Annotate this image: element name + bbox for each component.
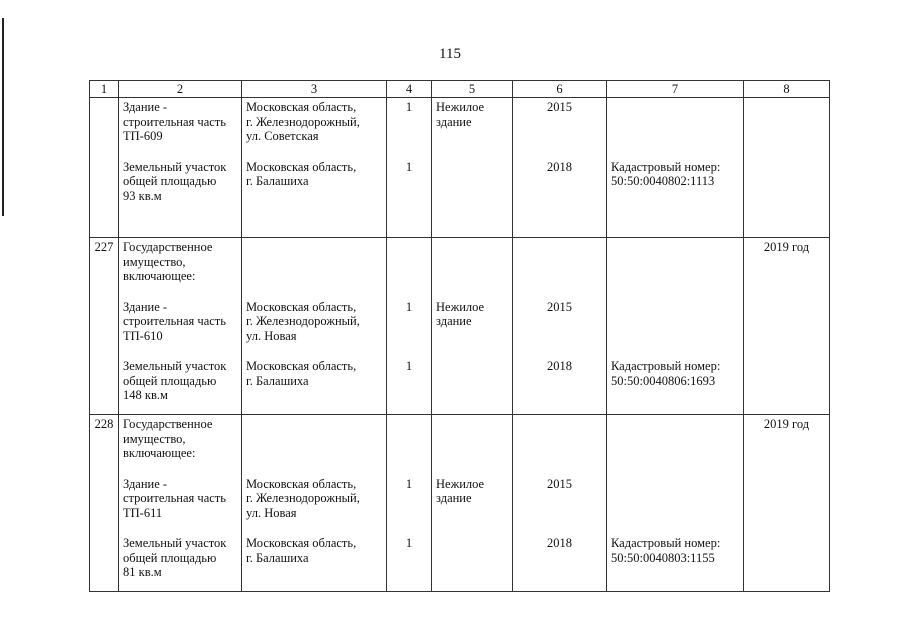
spacer bbox=[611, 520, 739, 536]
empty-line bbox=[436, 269, 508, 284]
object-name-line: общей площадью bbox=[123, 373, 217, 388]
address-line: Московская область, bbox=[246, 536, 357, 550]
empty-line bbox=[517, 506, 602, 521]
empty-line bbox=[436, 174, 508, 189]
empty-line bbox=[611, 100, 739, 115]
spacer bbox=[517, 284, 602, 300]
object-name-line: 93 кв.м bbox=[123, 188, 162, 203]
empty-line bbox=[517, 115, 602, 130]
cadastral-line: 50:50:0040802:1113 bbox=[611, 174, 715, 188]
object-name-line: общей площадью bbox=[123, 174, 217, 188]
quantity-value: 1 bbox=[405, 476, 413, 491]
address-line: Московская область, bbox=[246, 299, 357, 314]
address-cell bbox=[242, 238, 387, 415]
header-cell-2: 2 bbox=[119, 81, 242, 98]
empty-line bbox=[391, 491, 427, 506]
object-name-line: ТП-610 bbox=[123, 328, 163, 343]
year-cell bbox=[513, 415, 607, 592]
object-name-line: 81 кв.м bbox=[123, 565, 162, 579]
empty-line bbox=[391, 446, 427, 461]
object-name-cell bbox=[119, 415, 242, 592]
spacer bbox=[123, 520, 237, 536]
empty-line bbox=[246, 240, 382, 255]
object-name-line: Здание - bbox=[123, 100, 168, 114]
object-name-line: ТП-611 bbox=[123, 505, 163, 520]
address-line: ул. Советская bbox=[246, 129, 319, 143]
cadastral-line: Кадастровый номер: bbox=[611, 536, 721, 550]
empty-line bbox=[517, 329, 602, 344]
spacer bbox=[246, 144, 382, 160]
quantity-value: 1 bbox=[405, 100, 413, 114]
empty-line bbox=[246, 565, 382, 580]
address-line: Московская область, bbox=[246, 100, 357, 114]
empty-line bbox=[246, 446, 382, 461]
type-line: здание bbox=[436, 314, 472, 328]
table-body bbox=[90, 81, 830, 592]
row-number: 228 bbox=[94, 417, 114, 431]
year-value: 2015 bbox=[547, 100, 572, 114]
table-row bbox=[90, 415, 830, 592]
address-cell bbox=[242, 415, 387, 592]
spacer bbox=[611, 343, 739, 359]
empty-line bbox=[611, 240, 739, 255]
type-line: Нежилое bbox=[436, 299, 485, 314]
row-number-cell bbox=[90, 415, 119, 592]
address-line: г. Балашиха bbox=[246, 174, 309, 188]
address-line: ул. Новая bbox=[246, 328, 297, 343]
empty-line bbox=[517, 417, 602, 432]
empty-line bbox=[391, 174, 427, 189]
object-name-line: имущество, bbox=[123, 431, 186, 446]
spacer bbox=[517, 343, 602, 359]
empty-line bbox=[436, 565, 508, 580]
empty-line bbox=[436, 359, 508, 374]
quantity-value: 1 bbox=[405, 299, 413, 314]
spacer bbox=[517, 461, 602, 477]
spacer bbox=[611, 461, 739, 477]
row-number-cell bbox=[90, 238, 119, 415]
header-row bbox=[90, 81, 830, 98]
empty-line bbox=[517, 432, 602, 447]
empty-line bbox=[246, 432, 382, 447]
empty-line bbox=[611, 314, 739, 329]
address-line: г. Железнодорожный, bbox=[246, 114, 360, 129]
object-name-line: Земельный участок bbox=[123, 359, 227, 373]
type-line: Нежилое bbox=[436, 100, 485, 114]
spacer bbox=[246, 284, 382, 300]
address-line: г. Балашиха bbox=[246, 550, 309, 565]
row-number-cell bbox=[90, 98, 119, 238]
empty-line bbox=[391, 388, 427, 403]
empty-line bbox=[517, 388, 602, 403]
cadastral-line: Кадастровый номер: bbox=[611, 359, 721, 373]
empty-line bbox=[436, 329, 508, 344]
quantity-cell bbox=[387, 238, 432, 415]
object-name-line: Здание - bbox=[123, 476, 168, 491]
type-line: Нежилое bbox=[436, 476, 485, 491]
row-number: 227 bbox=[94, 240, 114, 254]
spacer bbox=[517, 144, 602, 160]
address-line: Московская область, bbox=[246, 359, 357, 373]
empty-line bbox=[517, 314, 602, 329]
year-value: 2018 bbox=[547, 359, 572, 373]
empty-line bbox=[611, 417, 739, 432]
spacer bbox=[436, 144, 508, 160]
empty-line bbox=[517, 374, 602, 389]
empty-line bbox=[611, 189, 739, 204]
empty-line bbox=[391, 565, 427, 580]
quantity-cell bbox=[387, 415, 432, 592]
spacer bbox=[436, 284, 508, 300]
empty-line bbox=[391, 374, 427, 389]
empty-line bbox=[517, 255, 602, 270]
year-value: 2018 bbox=[547, 536, 572, 550]
header-cell-5: 5 bbox=[432, 81, 513, 98]
address-line: Московская область, bbox=[246, 476, 357, 491]
term-year: 2019 год bbox=[763, 417, 810, 431]
spacer bbox=[391, 461, 427, 477]
empty-line bbox=[517, 129, 602, 144]
empty-line bbox=[391, 417, 427, 432]
object-name-line: Здание - bbox=[123, 299, 168, 314]
spacer bbox=[246, 461, 382, 477]
cadastral-line: 50:50:0040803:1155 bbox=[611, 550, 715, 565]
empty-line bbox=[611, 565, 739, 580]
address-line: Московская область, bbox=[246, 159, 357, 174]
address-line: г. Железнодорожный, bbox=[246, 314, 360, 328]
spacer bbox=[246, 520, 382, 536]
empty-line bbox=[436, 536, 508, 551]
spacer bbox=[123, 343, 237, 359]
empty-line bbox=[436, 432, 508, 447]
empty-line bbox=[391, 314, 427, 329]
spacer bbox=[436, 343, 508, 359]
empty-line bbox=[517, 240, 602, 255]
table-row bbox=[90, 238, 830, 415]
object-name-line: Земельный участок bbox=[123, 536, 227, 550]
empty-line bbox=[436, 388, 508, 403]
cadastral-line: Кадастровый номер: bbox=[611, 159, 721, 174]
note-cell bbox=[607, 98, 744, 238]
empty-line bbox=[517, 446, 602, 461]
term-cell bbox=[744, 415, 830, 592]
cadastral-line: 50:50:0040806:1693 bbox=[611, 373, 716, 388]
object-name-line: 148 кв.м bbox=[123, 388, 168, 402]
header-cell-6: 6 bbox=[513, 81, 607, 98]
spacer bbox=[123, 144, 237, 160]
empty-line bbox=[436, 506, 508, 521]
year-value: 2018 bbox=[547, 159, 572, 174]
table-row bbox=[90, 98, 830, 238]
term-year: 2019 год bbox=[763, 240, 810, 254]
empty-line bbox=[611, 432, 739, 447]
address-cell bbox=[242, 98, 387, 238]
spacer bbox=[123, 284, 237, 300]
empty-line bbox=[517, 551, 602, 566]
quantity-value: 1 bbox=[405, 536, 413, 550]
empty-line bbox=[391, 189, 427, 204]
empty-line bbox=[611, 329, 739, 344]
object-name-line: строительная часть bbox=[123, 314, 226, 328]
empty-line bbox=[391, 240, 427, 255]
empty-line bbox=[611, 300, 739, 315]
object-name-line: Государственное bbox=[123, 240, 213, 254]
empty-line bbox=[517, 174, 602, 189]
empty-line bbox=[436, 160, 508, 175]
empty-line bbox=[246, 189, 382, 204]
spacer bbox=[436, 461, 508, 477]
year-value: 2015 bbox=[547, 476, 572, 491]
note-cell bbox=[607, 238, 744, 415]
term-cell bbox=[744, 238, 830, 415]
note-cell bbox=[607, 415, 744, 592]
quantity-value: 1 bbox=[405, 159, 413, 174]
empty-line bbox=[436, 129, 508, 144]
empty-line bbox=[436, 374, 508, 389]
type-cell bbox=[432, 415, 513, 592]
empty-line bbox=[611, 446, 739, 461]
term-cell bbox=[744, 98, 830, 238]
empty-line bbox=[611, 115, 739, 130]
year-cell bbox=[513, 98, 607, 238]
empty-line bbox=[611, 491, 739, 506]
empty-line bbox=[436, 446, 508, 461]
object-name-line: Земельный участок bbox=[123, 159, 227, 174]
object-name-line: строительная часть bbox=[123, 491, 226, 505]
spacer bbox=[391, 520, 427, 536]
spacer bbox=[611, 144, 739, 160]
empty-line bbox=[246, 255, 382, 270]
quantity-value: 1 bbox=[405, 359, 413, 373]
empty-line bbox=[391, 255, 427, 270]
year-cell bbox=[513, 238, 607, 415]
address-line: г. Балашиха bbox=[246, 373, 309, 388]
empty-line bbox=[611, 269, 739, 284]
page-number: 115 bbox=[439, 46, 461, 62]
spacer bbox=[436, 520, 508, 536]
empty-line bbox=[611, 477, 739, 492]
object-name-line: включающее: bbox=[123, 446, 196, 460]
spacer bbox=[246, 343, 382, 359]
object-name-line: включающее: bbox=[123, 269, 196, 283]
empty-line bbox=[246, 269, 382, 284]
type-cell bbox=[432, 238, 513, 415]
address-line: г. Железнодорожный, bbox=[246, 491, 360, 505]
empty-line bbox=[436, 255, 508, 270]
property-table bbox=[89, 80, 830, 592]
empty-line bbox=[436, 551, 508, 566]
object-name-line: общей площадью bbox=[123, 550, 217, 565]
empty-line bbox=[436, 240, 508, 255]
spacer bbox=[517, 520, 602, 536]
type-cell bbox=[432, 98, 513, 238]
empty-line bbox=[391, 329, 427, 344]
empty-line bbox=[391, 506, 427, 521]
empty-line bbox=[246, 388, 382, 403]
empty-line bbox=[436, 189, 508, 204]
type-line: здание bbox=[436, 114, 472, 129]
header-cell-8: 8 bbox=[744, 81, 830, 98]
empty-line bbox=[517, 189, 602, 204]
object-name-cell bbox=[119, 238, 242, 415]
header-cell-7: 7 bbox=[607, 81, 744, 98]
object-name-cell bbox=[119, 98, 242, 238]
object-name-line: Государственное bbox=[123, 417, 213, 431]
empty-line bbox=[611, 129, 739, 144]
empty-line bbox=[391, 432, 427, 447]
empty-line bbox=[517, 491, 602, 506]
object-name-line: ТП-609 bbox=[123, 129, 163, 143]
empty-line bbox=[246, 417, 382, 432]
empty-line bbox=[391, 129, 427, 144]
spacer bbox=[123, 461, 237, 477]
empty-line bbox=[517, 269, 602, 284]
spacer bbox=[391, 343, 427, 359]
empty-line bbox=[611, 506, 739, 521]
type-line: здание bbox=[436, 491, 472, 505]
empty-line bbox=[391, 269, 427, 284]
empty-line bbox=[517, 565, 602, 580]
address-line: ул. Новая bbox=[246, 505, 297, 520]
quantity-cell bbox=[387, 98, 432, 238]
object-name-line: строительная часть bbox=[123, 114, 226, 129]
header-cell-4: 4 bbox=[387, 81, 432, 98]
empty-line bbox=[611, 388, 739, 403]
header-cell-1: 1 bbox=[90, 81, 119, 98]
spacer bbox=[391, 284, 427, 300]
spacer bbox=[611, 284, 739, 300]
empty-line bbox=[391, 115, 427, 130]
spacer bbox=[391, 144, 427, 160]
empty-line bbox=[436, 417, 508, 432]
object-name-line: имущество, bbox=[123, 254, 186, 269]
header-cell-3: 3 bbox=[242, 81, 387, 98]
empty-line bbox=[611, 255, 739, 270]
empty-line bbox=[391, 551, 427, 566]
year-value: 2015 bbox=[547, 299, 572, 314]
